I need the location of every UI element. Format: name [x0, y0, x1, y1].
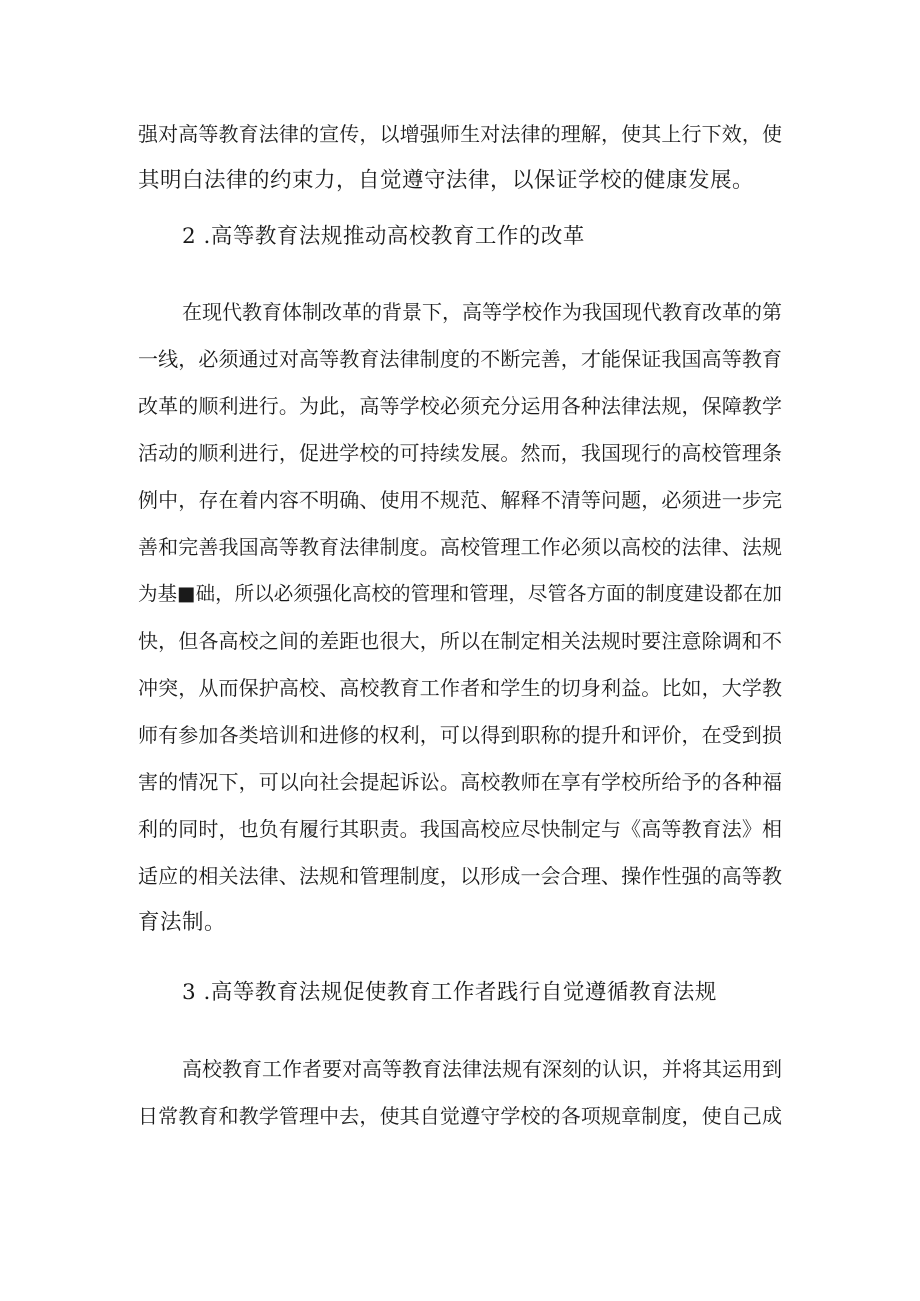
paragraph-3-line-1: 高校教育工作者要对高等教育法律法规有深刻的认识，并将其运用到 — [182, 1057, 782, 1081]
paragraph-1-line-1: 强对高等教育法律的宣传，以增强师生对法律的理解，使其上行下效，使 — [138, 122, 782, 146]
paragraph-1-line-2: 其明白法律的约束力，自觉遵守法律，以保证学校的健康发展。 — [138, 168, 755, 193]
paragraph-2-line-1: 在现代教育体制改革的背景下，高等学校作为我国现代教育改革的第 — [182, 300, 782, 324]
paragraph-2-line-11: 害的情况下，可以向社会提起诉讼。高校教师在享有学校所给予的各种福 — [138, 770, 782, 794]
paragraph-2-line-9: 冲突，从而保护高校、高校教育工作者和学生的切身利益。比如，大学教 — [138, 676, 782, 700]
paragraph-2-line-12: 利的同时，也负有履行其职责。我国高校应尽快制定与《高等教育法》相 — [138, 817, 782, 841]
section-heading-3: 3 .高等教育法规促使教育工作者践行自觉遵循教育法规 — [182, 980, 717, 1005]
paragraph-2-line-4: 活动的顺利进行，促进学校的可持续发展。然而，我国现行的高校管理条 — [138, 441, 782, 465]
paragraph-2-line-2: 一线，必须通过对高等教育法律制度的不断完善，才能保证我国高等教育 — [138, 347, 782, 371]
paragraph-2-line-7: 为基■础，所以必须强化高校的管理和管理，尽管各方面的制度建设都在加 — [138, 582, 782, 605]
paragraph-2-line-3: 改革的顺利进行。为此，高等学校必须充分运用各种法律法规，保障教学 — [138, 394, 782, 418]
paragraph-2-line-13: 适应的相关法律、法规和管理制度，以形成一会合理、操作性强的高等教 — [138, 864, 782, 888]
section-heading-2: 2 .高等教育法规推动高校教育工作的改革 — [182, 224, 585, 249]
paragraph-2-line-10: 师有参加各类培训和进修的权利，可以得到职称的提升和评价，在受到损 — [138, 723, 782, 747]
paragraph-2-line-8: 快，但各高校之间的差距也很大，所以在制定相关法规时要注意除调和不 — [138, 629, 782, 653]
paragraph-2-line-6: 善和完善我国高等教育法律制度。高校管理工作必须以高校的法律、法规 — [138, 535, 782, 559]
paragraph-2-line-14: 育法制。 — [138, 910, 227, 935]
paragraph-3-line-2: 日常教育和教学管理中去，使其自觉遵守学校的各项规章制度，使自己成 — [138, 1104, 782, 1128]
paragraph-2-line-5: 例中，存在着内容不明确、使用不规范、解释不清等问题，必须进一步完 — [138, 488, 782, 512]
